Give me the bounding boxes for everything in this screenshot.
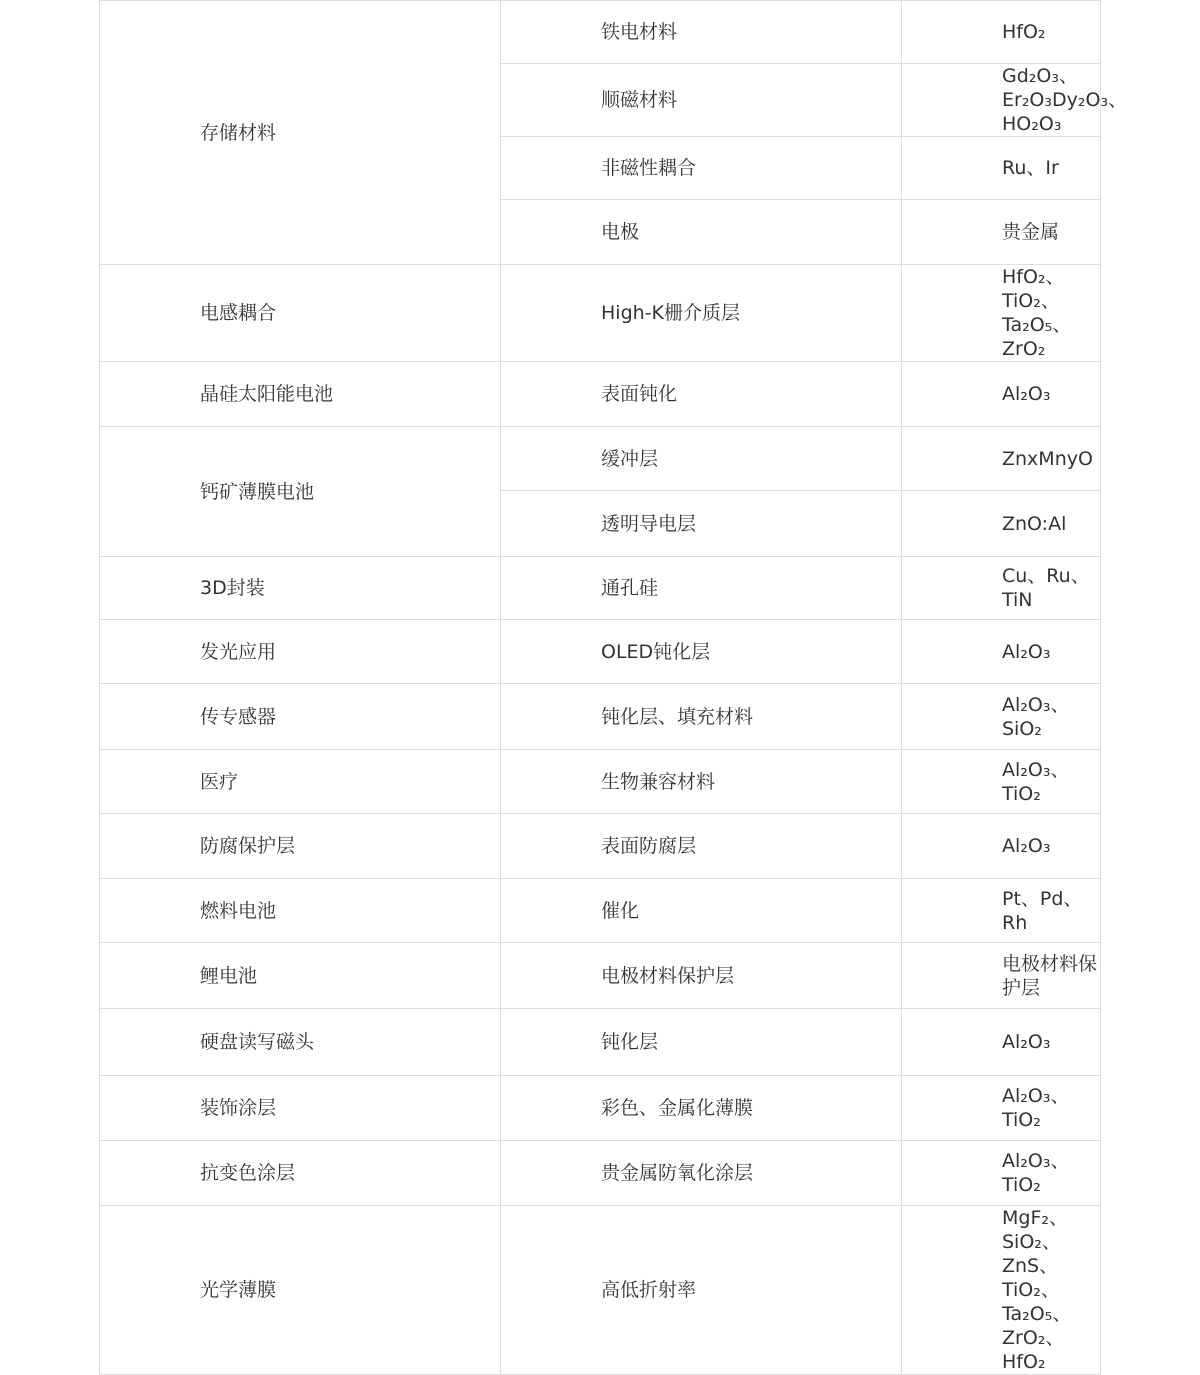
application-cell-text: 硬盘读写磁头 [200,1031,315,1053]
application-cell [100,1206,501,1375]
material-cell [902,491,1101,557]
table-row [100,1076,1101,1141]
material-cell-text: MgF₂、SiO₂、ZnS、TiO₂、Ta₂O₅、ZrO₂、HfO₂ [1002,1207,1072,1373]
use-cell [501,943,902,1009]
application-cell [100,1,501,265]
material-cell-text: Cu、Ru、TiN [1002,565,1090,611]
use-cell-text: 钝化层 [601,1031,659,1053]
material-cell [902,1076,1101,1141]
use-cell [501,620,902,684]
use-cell [501,64,902,137]
application-cell [100,427,501,557]
application-cell [100,620,501,684]
use-cell-text: 铁电材料 [601,21,678,43]
use-cell-text: 表面防腐层 [601,835,697,857]
application-cell-text: 3D封装 [200,577,265,599]
application-cell [100,879,501,943]
use-cell [501,557,902,620]
material-cell-text: Ru、Ir [1002,157,1059,179]
material-cell-text: Al₂O₃、SiO₂ [1002,693,1070,740]
material-cell [902,943,1101,1009]
materials-table-body [100,1,1128,1375]
use-cell-text: 电极材料保护层 [601,964,735,987]
application-cell [100,684,501,750]
table-row [100,684,1101,750]
table-row [100,943,1101,1009]
application-cell [100,814,501,879]
use-cell [501,265,902,362]
material-cell-text: ZnxMnyO [1002,447,1093,470]
table-row [100,1009,1101,1076]
use-cell-text: 电极 [601,221,640,243]
application-cell [100,362,501,427]
material-cell-text: Gd₂O₃、Er₂O₃Dy₂O₃、HO₂O₃ [1002,65,1128,135]
use-cell-text: 高低折射率 [601,1279,697,1301]
use-cell [501,200,902,265]
use-cell-text: 非磁性耦合 [601,157,697,179]
application-cell-text: 光学薄膜 [200,1279,277,1301]
use-cell-text: 生物兼容材料 [601,770,716,793]
material-cell-text: Al₂O₃ [1002,835,1051,857]
table-row [100,620,1101,684]
use-cell [501,362,902,427]
material-cell [902,620,1101,684]
use-cell-text: 缓冲层 [601,447,659,470]
material-cell-text: 电极材料保护层 [1002,952,1098,999]
application-cell-text: 传专感器 [200,705,277,728]
table-row [100,557,1101,620]
table-row [100,1,1101,64]
application-cell-text: 医疗 [200,770,239,793]
material-cell-text: HfO₂ [1002,21,1046,43]
material-cell [902,1,1101,64]
use-cell-text: 表面钝化 [601,383,678,405]
material-cell-text: Al₂O₃、TiO₂ [1002,1150,1070,1196]
application-cell [100,1076,501,1141]
table-row [100,1206,1101,1375]
use-cell [501,879,902,943]
use-cell-text: 彩色、金属化薄膜 [601,1097,754,1119]
application-cell-text: 发光应用 [200,640,277,663]
application-cell-text: 电感耦合 [200,302,277,324]
use-cell [501,427,902,491]
material-cell [902,362,1101,427]
use-cell [501,1141,902,1206]
application-cell [100,943,501,1009]
table-row [100,427,1101,491]
application-cell [100,557,501,620]
material-cell [902,137,1101,200]
use-cell [501,814,902,879]
application-cell [100,1141,501,1206]
use-cell [501,1009,902,1076]
use-cell-text: 通孔硅 [601,577,659,599]
material-cell [902,1009,1101,1076]
application-cell-text: 晶硅太阳能电池 [200,383,334,405]
materials-table [99,0,1128,1375]
material-cell [902,750,1101,814]
material-cell-text: HfO₂、TiO₂、Ta₂O₅、ZrO₂ [1002,266,1072,360]
material-cell-text: Al₂O₃ [1002,640,1051,663]
application-cell-text: 抗变色涂层 [200,1162,296,1184]
application-cell-text: 鲤电池 [200,964,258,987]
material-cell-text: ZnO:Al [1002,512,1067,535]
use-cell [501,137,902,200]
application-cell [100,265,501,362]
material-cell [902,200,1101,265]
material-cell [902,814,1101,879]
material-cell-text: Al₂O₃ [1002,1031,1051,1053]
table-row [100,814,1101,879]
material-cell [902,879,1101,943]
use-cell [501,1076,902,1141]
use-cell-text: High-K栅介质层 [601,302,740,324]
material-cell [902,265,1101,362]
use-cell-text: 催化 [601,899,640,922]
application-cell-text: 存储材料 [200,121,277,144]
application-cell [100,1009,501,1076]
application-cell-text: 燃料电池 [200,899,277,922]
use-cell-text: 钝化层、填充材料 [601,705,754,728]
use-cell-text: 顺磁材料 [601,89,678,111]
use-cell [501,491,902,557]
material-cell [902,557,1101,620]
use-cell-text: OLED钝化层 [601,640,711,663]
table-row [100,750,1101,814]
material-cell [902,1141,1101,1206]
material-cell [902,427,1101,491]
material-cell-text: Al₂O₃ [1002,383,1051,405]
application-cell-text: 装饰涂层 [200,1097,277,1119]
table-row [100,879,1101,943]
material-cell-text: Pt、Pd、Rh [1002,887,1083,934]
application-cell [100,750,501,814]
material-cell-text: 贵金属 [1002,221,1060,243]
application-cell-text: 防腐保护层 [200,835,296,857]
material-cell [902,684,1101,750]
use-cell [501,1,902,64]
application-cell-text: 钙矿薄膜电池 [200,480,315,503]
use-cell [501,1206,902,1375]
material-cell [902,1206,1101,1375]
table-row [100,362,1101,427]
material-cell [902,64,1128,137]
use-cell [501,684,902,750]
use-cell [501,750,902,814]
table-row [100,265,1101,362]
use-cell-text: 贵金属防氧化涂层 [601,1162,754,1184]
table-row [100,1141,1101,1206]
use-cell-text: 透明导电层 [601,512,697,535]
material-cell-text: Al₂O₃、TiO₂ [1002,758,1070,805]
material-cell-text: Al₂O₃、TiO₂ [1002,1085,1070,1131]
